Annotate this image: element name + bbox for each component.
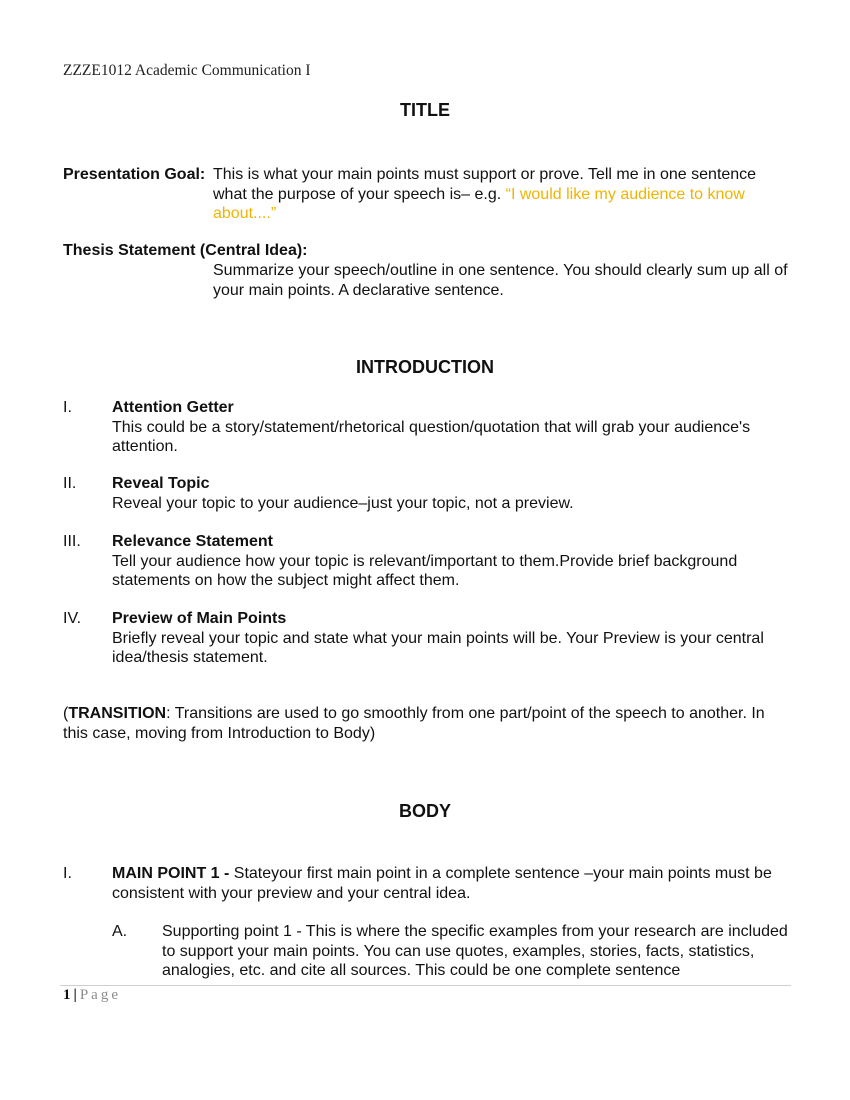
intro-numeral-3: III. <box>63 533 81 550</box>
intro-item-attention-getter: Attention Getter This could be a story/statement/rhetorical question/quotation that will grab your audience's attention. <box>112 399 751 455</box>
body-heading: BODY <box>398 801 451 821</box>
page-footer: 1 | Page <box>63 987 121 1003</box>
intro-item-preview: Preview of Main Points Briefly reveal your topic and state what your main points will be. Your Preview is your central idea/thesis statement. <box>112 610 764 666</box>
transition-paragraph: (TRANSITION: Transitions are used to go smoothly from one part/point of the speech to another. In this case, moving from Introduction to Body) <box>63 705 765 742</box>
page-title: TITLE <box>400 100 450 120</box>
page-label: Page <box>79 987 121 1003</box>
goal-example: “I would like my audience to know about....” <box>213 185 745 222</box>
intro-item-reveal-topic: Reveal Topic Reveal your topic to your audience–just your topic, not a preview. <box>112 475 574 512</box>
intro-item-relevance: Relevance Statement Tell your audience how your topic is relevant/important to them.Provide brief background statements on how the subject might affect them. <box>112 533 738 589</box>
supporting-letter-a: A. <box>112 923 128 940</box>
goal-text: This is what your main points must support or prove. Tell me in one sentence what the purpose of your speech is– e.g. <box>213 166 757 203</box>
intro-numeral-1: I. <box>63 399 72 416</box>
thesis-text: Summarize your speech/outline in one sentence. You should clearly sum up all of your main points. A declarative sentence. <box>213 262 788 299</box>
page-number: 1 <box>63 987 71 1003</box>
main-point-1: MAIN POINT 1 - Stateyour first main point in a complete sentence –your main points must be consistent with your preview and your central idea. <box>112 865 772 902</box>
course-header: ZZZE1012 Academic Communication I <box>63 62 311 79</box>
goal-description <box>213 165 788 224</box>
intro-numeral-4: IV. <box>63 610 82 627</box>
transition-label: TRANSITION <box>68 705 167 722</box>
body-numeral-1: I. <box>63 865 72 882</box>
supporting-point-1: Supporting point 1 - This is where the specific examples from your research are included to support your main points. You can use quotes, examples, stories, facts, statistics, analogies, etc. and cite all sources. This could be one complete sentence <box>162 923 788 979</box>
introduction-heading: INTRODUCTION <box>356 357 494 377</box>
thesis-label: Thesis Statement (Central Idea): <box>63 242 308 259</box>
goal-label: Presentation Goal: <box>63 166 206 183</box>
intro-numeral-2: II. <box>63 475 77 492</box>
footer-divider <box>60 985 791 986</box>
